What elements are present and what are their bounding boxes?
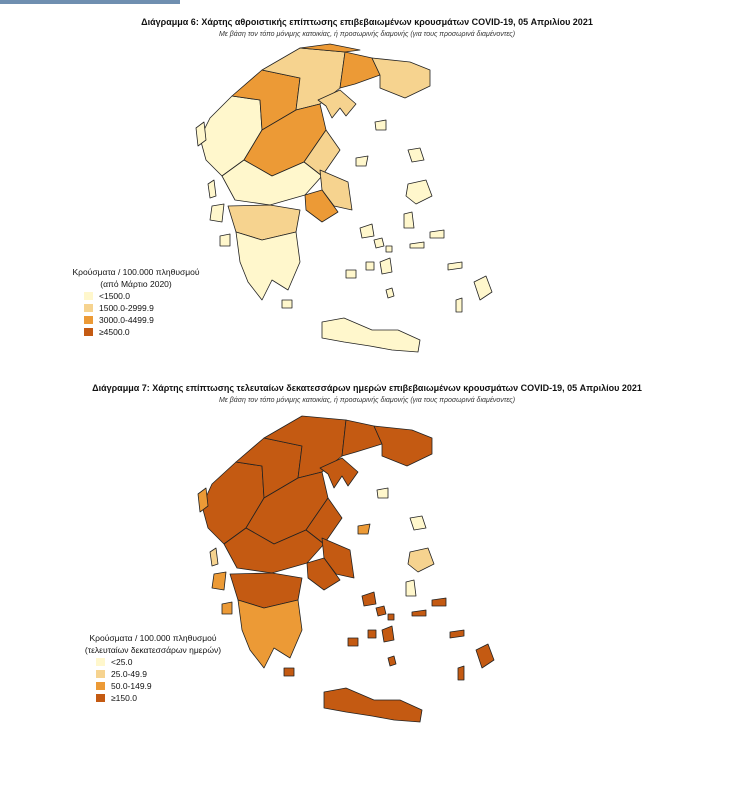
map2-island-kos (450, 630, 464, 638)
map1-legend-swatch (84, 316, 93, 324)
map1-island-naxos (380, 258, 392, 274)
map1-island-paros (366, 262, 374, 270)
map2-region-thrace (374, 426, 432, 466)
map1-island-thassos (375, 120, 386, 130)
map2-island-naxos (382, 626, 394, 642)
map1-region-peloponnese-south (236, 232, 300, 300)
map1-legend-swatch (84, 292, 93, 300)
map2-legend-row (96, 680, 238, 692)
map2-island-samos (432, 598, 446, 606)
map2-island-tinos (376, 606, 386, 616)
map1-island-lefkada (208, 180, 216, 198)
map2-subtitle: Με βάση τον τόπο μόνιμης κατοικίας, ή προσωρινής διαμονής (για τους προσωρινά διαμένοντες) (218, 397, 516, 404)
map1-island-karpathos (456, 298, 462, 312)
map1-island-zakynthos (220, 234, 230, 246)
map2-island-samothraki (410, 516, 426, 530)
map2-legend-label: ≥150.0 (111, 693, 137, 703)
map2-legend-row (96, 668, 238, 680)
map2-legend-swatch (96, 670, 105, 678)
map1-legend-row (84, 314, 216, 326)
map1-island-kefalonia (210, 204, 224, 222)
map2-legend-label: <25.0 (111, 657, 133, 667)
map1-legend-row (84, 290, 216, 302)
map2-title: Διάγραμμα 7: Χάρτης επίπτωσης τελευταίων δεκατεσσάρων ημερών επιβεβαιωμένων κρουσμάτων COVID-19, 05 Απριλίου 2021 (92, 383, 642, 393)
map2-island-limnos (358, 524, 370, 534)
map1-island-andros (360, 224, 374, 238)
map1-island-rhodes (474, 276, 492, 300)
map2-island-lesvos (408, 548, 434, 572)
map1-island-lesvos (406, 180, 432, 204)
map2-legend-row (96, 692, 238, 704)
map2-legend-swatch (96, 658, 105, 666)
map1-legend (56, 266, 216, 338)
map2-region-crete (324, 688, 422, 722)
map2-island-santorini (388, 656, 396, 666)
map2-island-kythera (284, 668, 294, 676)
map2-island-paros (368, 630, 376, 638)
map1-title: Διάγραμμα 6: Χάρτης αθροιστικής επίπτωσης επιβεβαιωμένων κρουσμάτων COVID-19, 05 Απριλίου 2021 (141, 17, 593, 27)
map1-legend-swatch (84, 328, 93, 336)
map2-island-ikaria (412, 610, 426, 616)
map1-legend-label: 3000.0-4499.9 (99, 315, 154, 325)
map2-legend-swatch (96, 694, 105, 702)
map2-island-chios (406, 580, 416, 596)
map2-legend-title: Κρούσματα / 100.000 πληθυσμού (89, 633, 217, 643)
map1-island-samothraki (408, 148, 424, 162)
map1-region-crete (322, 318, 420, 352)
map1-island-kos (448, 262, 462, 270)
map2-island-karpathos (458, 666, 464, 680)
map2-island-andros (362, 592, 376, 606)
map1-legend-swatch (84, 304, 93, 312)
map2-legend-label: 25.0-49.9 (111, 669, 147, 679)
map1-island-kythera (282, 300, 292, 308)
map1-island-mykonos (386, 246, 392, 252)
map1-island-limnos (356, 156, 368, 166)
map2-island-rhodes (476, 644, 494, 668)
map1-island-milos (346, 270, 356, 278)
top-accent-bar (0, 0, 180, 4)
map2-island-mykonos (388, 614, 394, 620)
map2-legend-row (96, 656, 238, 668)
map1-island-samos (430, 230, 444, 238)
map1-island-santorini (386, 288, 394, 298)
map1-island-chios (404, 212, 414, 228)
map1-island-tinos (374, 238, 384, 248)
map1-legend-row (84, 326, 216, 338)
map2-legend-subtitle: (τελευταίων δεκατεσσάρων ημερών) (84, 645, 222, 655)
map2-island-kefalonia (212, 572, 226, 590)
map2-island-milos (348, 638, 358, 646)
map2-island-zakynthos (222, 602, 232, 614)
map1-island-ikaria (410, 242, 424, 248)
map1-legend-label: 1500.0-2999.9 (99, 303, 154, 313)
map2-legend-label: 50.0-149.9 (111, 681, 152, 691)
map1-region-east-macedonia (340, 52, 380, 88)
map1-region-thrace (372, 58, 430, 98)
map2-island-lefkada (210, 548, 218, 566)
map1-legend-subtitle: (από Μάρτιο 2020) (100, 279, 172, 289)
map1-legend-label: ≥4500.0 (99, 327, 130, 337)
map2-region-peloponnese-south (238, 600, 302, 668)
map1-subtitle: Με βάση τον τόπο μόνιμης κατοικίας, ή προσωρινής διαμονής (για τους προσωρινά διαμένοντες) (218, 31, 516, 38)
map1-legend-label: <1500.0 (99, 291, 130, 301)
map2-legend (68, 632, 238, 704)
map2-region-east-macedonia (342, 420, 382, 456)
map1-legend-title: Κρούσματα / 100.000 πληθυσμού (72, 267, 200, 277)
map2-island-thassos (377, 488, 388, 498)
map1-legend-row (84, 302, 216, 314)
map2-legend-swatch (96, 682, 105, 690)
